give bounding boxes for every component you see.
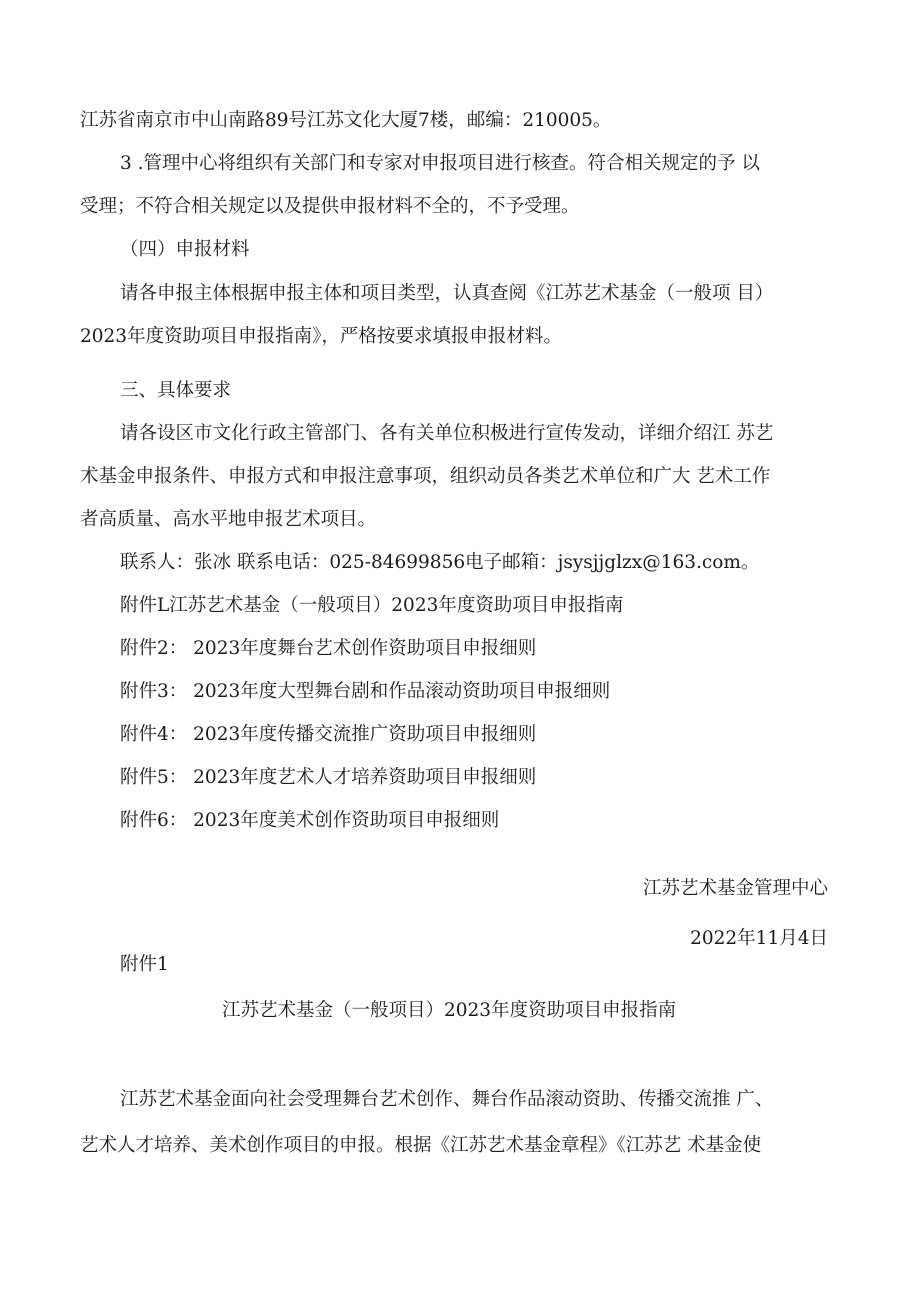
signature-organization: 江苏艺术基金管理中心 <box>642 878 828 899</box>
signature-date: 2022年11月4日 <box>690 928 828 949</box>
contact-line: 联系人：张冰 联系电话：025-84699856电子邮箱：jsysjjglzx@163.com。 <box>120 552 760 573</box>
appendix-label: 附件1 <box>120 954 169 975</box>
section4-heading: （四）申报材料 <box>120 239 250 260</box>
attachment-item: 附件2： 2023年度舞台艺术创作资助项目申报细则 <box>120 638 537 659</box>
requirements-line-3: 者高质量、高水平地申报艺术项目。 <box>80 509 377 530</box>
requirements-line-2: 术基金申报条件、申报方式和申报注意事项，组织动员各类艺术单位和广大 艺术工作 <box>80 466 771 487</box>
attachment-item: 附件L江苏艺术基金（一般项目）2023年度资助项目申报指南 <box>120 595 624 616</box>
materials-line-2: 2023年度资助项目申报指南》，严格按要求填报申报材料。 <box>80 326 562 347</box>
appendix-body-line-1: 江苏艺术基金面向社会受理舞台艺术创作、舞台作品滚动资助、传播交流推 广、 <box>120 1089 774 1110</box>
attachment-item: 附件4： 2023年度传播交流推广资助项目申报细则 <box>120 724 537 745</box>
address-line: 江苏省南京市中山南路89号江苏文化大厦7楼，邮编：210005。 <box>80 110 612 131</box>
appendix-body-line-2: 艺术人才培养、美术创作项目的申报。根据《江苏艺术基金章程》《江苏艺 术基金使 <box>80 1135 762 1156</box>
item3-line-1: 3 .管理中心将组织有关部门和专家对申报项目进行核查。符合相关规定的予 以 <box>120 153 760 174</box>
item3-line-2: 受理；不符合相关规定以及提供申报材料不全的，不予受理。 <box>80 196 580 217</box>
requirements-line-1: 请各设区市文化行政主管部门、各有关单位积极进行宣传发动，详细介绍江 苏艺 <box>120 423 774 444</box>
attachment-item: 附件6： 2023年度美术创作资助项目申报细则 <box>120 810 500 831</box>
attachment-item: 附件3： 2023年度大型舞台剧和作品滚动资助项目申报细则 <box>120 681 611 702</box>
attachment-item: 附件5： 2023年度艺术人才培养资助项目申报细则 <box>120 767 537 788</box>
section3-heading: 三、具体要求 <box>120 380 232 401</box>
materials-line-1: 请各申报主体根据申报主体和项目类型，认真查阅《江苏艺术基金（一般项 目） <box>120 283 774 304</box>
appendix-title: 江苏艺术基金（一般项目）2023年度资助项目申报指南 <box>222 1000 677 1021</box>
